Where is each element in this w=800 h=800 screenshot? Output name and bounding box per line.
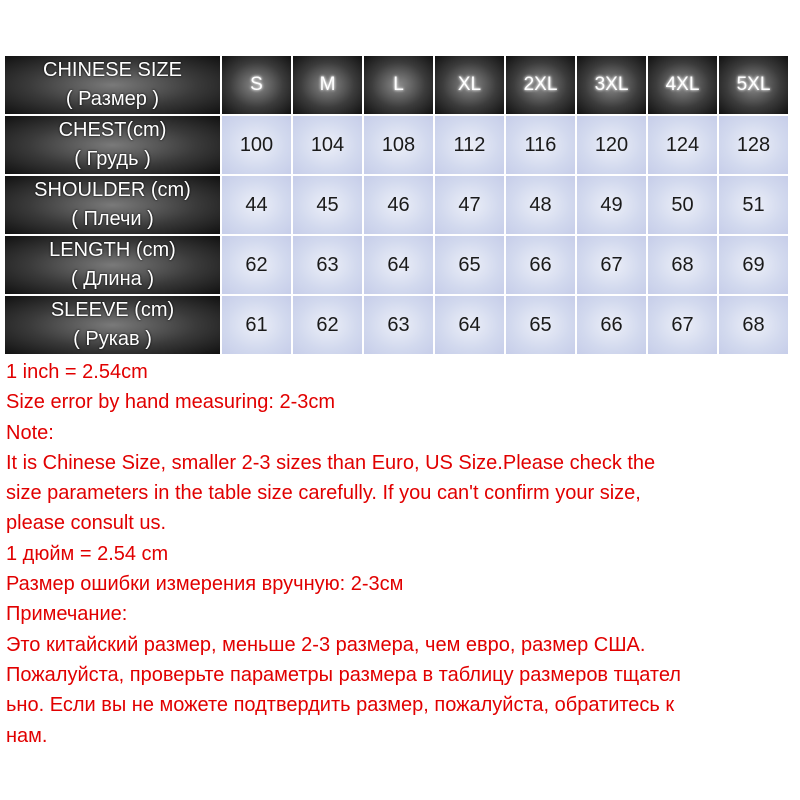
size-table <box>3 54 790 356</box>
chest-row <box>5 116 788 174</box>
table-cell: 62 <box>222 236 291 294</box>
row-label-ru: ( Плечи ) <box>71 208 154 230</box>
size-header-cell: 5XL <box>719 56 788 114</box>
table-cell: 67 <box>577 236 646 294</box>
note-line: Это китайский размер, меньше 2-3 размера, чем евро, размер США. <box>6 633 646 656</box>
row-label <box>5 116 220 174</box>
shoulder-row <box>5 176 788 234</box>
table-cell: 62 <box>293 296 362 354</box>
row-label-en: LENGTH (cm) <box>49 239 176 261</box>
size-header-cell: L <box>364 56 433 114</box>
table-cell: 46 <box>364 176 433 234</box>
table-cell: 66 <box>577 296 646 354</box>
note-line: 1 дюйм = 2.54 cm <box>6 542 169 565</box>
note-line: нам. <box>6 724 48 747</box>
table-cell: 50 <box>648 176 717 234</box>
table-cell: 49 <box>577 176 646 234</box>
note-line: ьно. Если вы не можете подтвердить размер, пожалуйста, обратитесь к <box>6 694 675 717</box>
size-header-label-en: CHINESE SIZE <box>43 59 182 81</box>
table-cell: 67 <box>648 296 717 354</box>
note-line: Размер ошибки измерения вручную: 2-3см <box>6 573 404 596</box>
table-cell: 51 <box>719 176 788 234</box>
table-cell: 64 <box>435 296 504 354</box>
table-cell: 68 <box>719 296 788 354</box>
table-cell: 64 <box>364 236 433 294</box>
table-cell: 48 <box>506 176 575 234</box>
table-cell: 104 <box>293 116 362 174</box>
table-cell: 128 <box>719 116 788 174</box>
note-line: please consult us. <box>6 512 167 535</box>
table-cell: 69 <box>719 236 788 294</box>
row-label <box>5 296 220 354</box>
size-notes <box>6 357 796 751</box>
size-header-cell: XL <box>435 56 504 114</box>
table-cell: 45 <box>293 176 362 234</box>
row-label-en: CHEST(cm) <box>58 119 167 141</box>
table-cell: 108 <box>364 116 433 174</box>
note-line: Пожалуйста, проверьте параметры размера в таблицу размеров тщател <box>6 663 681 686</box>
size-header-cell: 2XL <box>506 56 575 114</box>
table-cell: 47 <box>435 176 504 234</box>
table-cell: 65 <box>506 296 575 354</box>
row-label-en: SLEEVE (cm) <box>50 299 175 321</box>
note-line: Size error by hand measuring: 2-3cm <box>6 391 336 414</box>
table-cell: 66 <box>506 236 575 294</box>
size-header-label-ru: ( Размер ) <box>65 88 160 110</box>
table-cell: 116 <box>506 116 575 174</box>
size-header-cell: M <box>293 56 362 114</box>
size-header-cell: 4XL <box>648 56 717 114</box>
row-label-ru: ( Грудь ) <box>74 148 151 170</box>
table-cell: 61 <box>222 296 291 354</box>
table-cell: 100 <box>222 116 291 174</box>
sleeve-row <box>5 296 788 354</box>
table-cell: 120 <box>577 116 646 174</box>
table-cell: 63 <box>293 236 362 294</box>
length-row <box>5 236 788 294</box>
table-cell: 63 <box>364 296 433 354</box>
table-cell: 65 <box>435 236 504 294</box>
table-cell: 112 <box>435 116 504 174</box>
table-cell: 124 <box>648 116 717 174</box>
size-header-cell: S <box>222 56 291 114</box>
row-label-ru: ( Длина ) <box>71 268 154 290</box>
note-line: Примечание: <box>6 603 128 626</box>
note-line: size parameters in the table size carefully. If you can't confirm your size, <box>6 482 641 505</box>
row-label-ru: ( Рукав ) <box>73 328 152 350</box>
note-line: Note: <box>6 421 54 444</box>
table-cell: 44 <box>222 176 291 234</box>
size-header-label <box>5 56 220 114</box>
note-line: It is Chinese Size, smaller 2-3 sizes than Euro, US Size.Please check the <box>6 451 656 474</box>
size-header-row <box>5 56 788 114</box>
size-header-cell: 3XL <box>577 56 646 114</box>
note-line: 1 inch = 2.54cm <box>6 361 148 383</box>
row-label <box>5 236 220 294</box>
row-label-en: SHOULDER (cm) <box>34 179 191 201</box>
row-label <box>5 176 220 234</box>
table-cell: 68 <box>648 236 717 294</box>
